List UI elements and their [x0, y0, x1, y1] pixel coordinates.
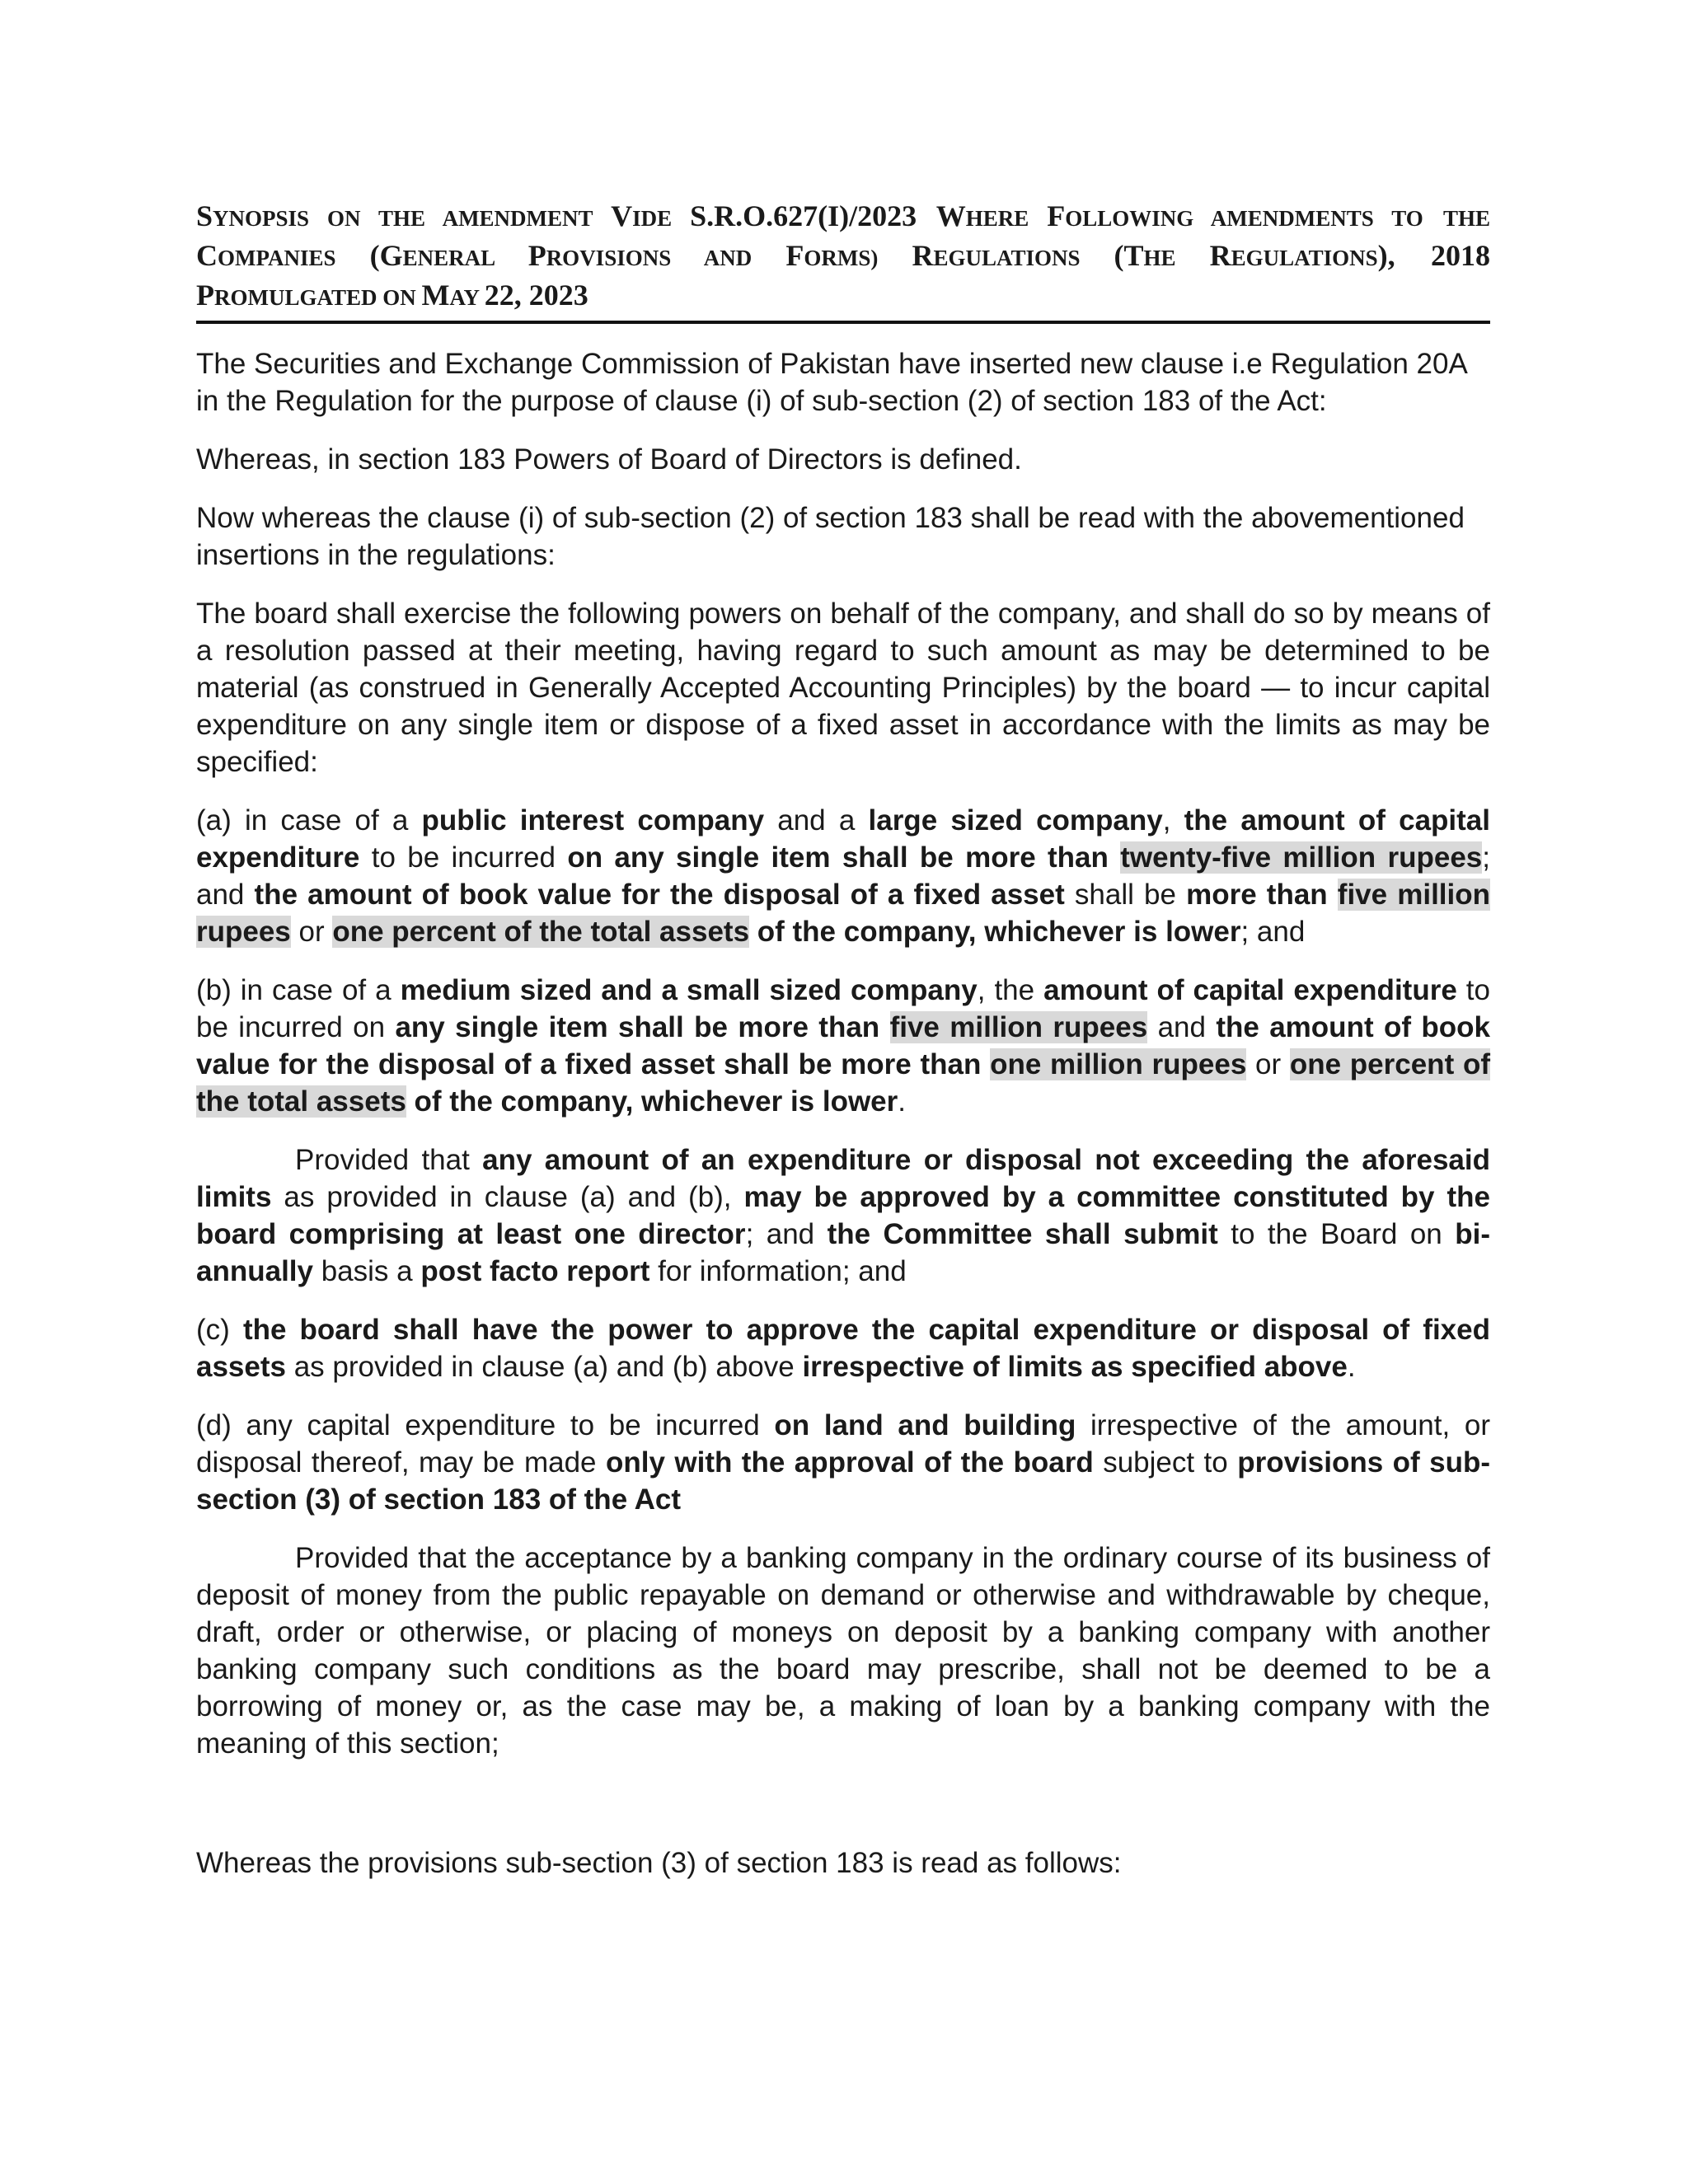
- title-line-3: PROMULGATED ON MAY 22, 2023: [196, 279, 588, 312]
- proviso-banking: Provided that the acceptance by a banking company in the ordinary course of its business of deposit of money from the public repayable on demand or otherwise and withdrawable by cheque, draft, order or otherwise, or placing of moneys on deposit by a banking company with another banking company such conditions as the board may prescribe, shall not be deemed to be a borrowing of money or, as the case may be, a making of loan by a banking company with the meaning of this section;: [196, 1541, 1490, 1760]
- highlight: five million rupees: [889, 1010, 1148, 1043]
- highlight: five million rupees: [196, 878, 1491, 948]
- highlight: one percent of the total assets: [196, 1047, 1490, 1118]
- paragraph-intro: The Securities and Exchange Commission of Pakistan have inserted new clause i.e Regulation 20A in the Regulation for the purpose of clause (i) of sub-section (2) of section 183 of the Act:: [196, 347, 1466, 417]
- document-page: [196, 196, 1490, 1903]
- highlight: one million rupees: [990, 1047, 1247, 1080]
- highlight: one percent of the total assets: [332, 915, 750, 948]
- clause-d: (d) any capital expenditure to be incurred on land and building irrespective of the amount, or disposal thereof, may be made only with the approval of the board subject to provisions of sub-section (3) of section 183 of the Act: [196, 1408, 1490, 1516]
- spacer: [196, 1783, 1490, 1844]
- document-title: [196, 196, 1490, 324]
- paragraph-subsection-3: Whereas the provisions sub-section (3) of section 183 is read as follows:: [196, 1846, 1122, 1879]
- title-line-2: THE COMPANIES (GENERAL PROVISIONS AND FORMS) REGULATIONS (THE REGULATIONS), 2018: [196, 206, 1491, 273]
- proviso-committee: Provided that any amount of an expenditure or disposal not exceeding the aforesaid limits as provided in clause (a) and (b), may be approved by a committee constituted by the board comprising at least one director; and the Committee shall submit to the Board on bi-annually basis a post facto report for information; and: [196, 1143, 1490, 1287]
- clause-a: (a) in case of a public interest company and a large sized company, the amount of capital expenditure to be incurred on any single item shall be more than twenty-five million rupees; and the amount of book value for the disposal of a fixed asset shall be more than five million rupees or one percent of the total assets of the company, whichever is lower; and: [196, 804, 1491, 948]
- clause-c: (c) the board shall have the power to approve the capital expenditure or disposal of fixed assets as provided in clause (a) and (b) above irrespective of limits as specified above.: [196, 1313, 1490, 1383]
- document-body: [196, 345, 1490, 1882]
- highlight: twenty-five million rupees: [1120, 841, 1483, 874]
- clause-b: (b) in case of a medium sized and a small sized company, the amount of capital expenditure to be incurred on any single item shall be more than five million rupees and the amount of book value for the disposal of a fixed asset shall be more than one million rupees or one percent of the total assets of the company, whichever is lower.: [196, 973, 1490, 1118]
- paragraph-section-183: Whereas, in section 183 Powers of Board of Directors is defined.: [196, 443, 1022, 476]
- paragraph-board-powers: The board shall exercise the following powers on behalf of the company, and shall do so by means of a resolution passed at their meeting, having regard to such amount as may be determined to be material (as construed in Generally Accepted Accounting Principles) by the board — to incur capital expenditure on any single item or dispose of a fixed asset in accordance with the limits as may be specified:: [196, 597, 1490, 778]
- title-line-1: SYNOPSIS ON THE AMENDMENT VIDE S.R.O.627(I)/2023 WHERE FOLLOWING AMENDMENTS TO: [196, 199, 1423, 232]
- paragraph-now-whereas: Now whereas the clause (i) of sub-section (2) of section 183 shall be read with the abovementioned insertions in the regulations:: [196, 501, 1465, 571]
